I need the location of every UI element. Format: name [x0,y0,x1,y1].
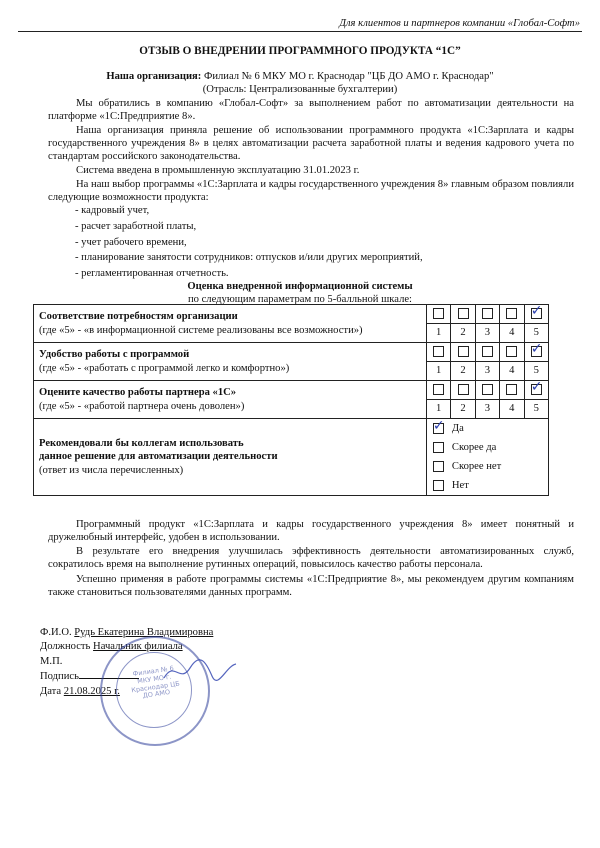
option-yes[interactable]: ✓ Да [432,418,464,434]
score-5-checkbox[interactable] [530,303,543,320]
criterion-partner-quality: Оцените качество работы партнера «1С» (где «5» - «работой партнера очень доволен») [34,381,427,419]
scale-label: 1 [426,324,450,343]
stamp-seal [100,636,210,746]
score-1-checkbox[interactable] [433,384,444,395]
signature-line: Подпись [40,670,139,683]
scale-label: 2 [451,400,475,419]
list-item: - расчет заработной платы, [75,220,197,232]
score-4-checkbox[interactable] [506,346,517,357]
score-2-checkbox[interactable] [458,384,469,395]
scale-label: 1 [426,400,450,419]
score-1-checkbox[interactable] [433,308,444,319]
position-line: Должность Начальник филиала [40,641,183,652]
scale-label: 3 [475,324,499,343]
score-1-checkbox[interactable] [433,346,444,357]
score-3-checkbox[interactable] [482,384,493,395]
fio-line: Ф.И.О. Рудь Екатерина Владимировна [40,627,214,638]
header-note: Для клиентов и партнеров компании «Глобал-Софт» [339,18,580,29]
scale-label: 1 [426,362,450,381]
paragraph-1: Мы обратились в компанию «Глобал-Софт» за выполнением работ по автоматизации деятельности на платформе «1С:Предприятие 8». [48,98,574,123]
paragraph-2: Наша организация приняла решение об использовании программного продукта «1С:Зарплата и кадры государственного учреждения 8» в целях автоматизации расчета заработной платы и ведения кадрового учета по стандартам российского законодательства. [48,125,574,163]
organization-line [0,70,600,83]
list-item: - регламентированная отчетность. [75,268,229,280]
criterion-usability: Удобство работы с программой (где «5» - «работать с программой легко и комфортно») [34,343,427,381]
document-title: ОТЗЫВ О ВНЕДРЕНИИ ПРОГРАММНОГО ПРОДУКТА “1С” [139,45,461,57]
score-4-checkbox[interactable] [506,384,517,395]
option-rather-no[interactable]: Скорее нет [427,457,548,476]
score-3-checkbox[interactable] [482,308,493,319]
scale-label: 5 [524,362,548,381]
evaluation-title: Оценка внедренной информационной системы [187,281,413,292]
score-5-checkbox[interactable] [530,379,543,396]
list-item: - кадровый учет, [75,205,150,216]
no-checkbox[interactable] [433,480,444,491]
position-value: Начальник филиала [93,641,183,652]
rather-no-checkbox[interactable] [433,461,444,472]
fio-value: Рудь Екатерина Владимировна [74,627,214,638]
scale-label: 2 [451,362,475,381]
scale-label: 5 [524,400,548,419]
paragraph-4: На наш выбор программы «1С:Зарплата и кадры государственного учреждения 8» главным образом повлияли следующие возможности продукта: [48,179,574,204]
criterion-recommend: Рекомендовали бы коллегам использовать данное решение для автоматизации деятельности (ответ из числа перечисленных) [34,419,427,496]
header-divider [18,31,582,32]
scale-label: 3 [475,400,499,419]
organization-label: Наша организация: [106,71,202,82]
scale-label: 4 [500,400,524,419]
check-icon: ✓ [432,418,445,434]
check-icon: ✓ [530,303,543,320]
conclusion-3: Успешно применяя в работе программы системы «1С:Предприятие 8», мы рекомендуем другим компаниям также становиться пользователями данных программ. [48,574,574,599]
option-no[interactable]: Нет [427,476,548,495]
industry-line: (Отрасль: Централизованные бухгалтерии) [202,84,398,95]
scale-label: 5 [524,324,548,343]
date-line: Дата 21.08.2025 г. [40,686,120,697]
score-2-checkbox[interactable] [458,308,469,319]
score-4-checkbox[interactable] [506,308,517,319]
scale-label: 4 [500,362,524,381]
scale-label: 3 [475,362,499,381]
criterion-needs: Соответствие потребностям организации (где «5» - «в информационной системе реализованы все возможности») [34,305,427,343]
scale-label: 2 [451,324,475,343]
list-item: - учет рабочего времени, [75,236,187,248]
yes-checkbox[interactable] [432,418,445,434]
score-2-checkbox[interactable] [458,346,469,357]
paragraph-3: Система введена в промышленную эксплуатацию 31.01.2023 г. [76,165,360,176]
check-icon: ✓ [530,341,543,358]
stamp-label: М.П. [40,656,63,667]
rather-yes-checkbox[interactable] [433,442,444,453]
option-rather-yes[interactable]: Скорее да [427,438,548,457]
recommend-options [426,419,548,496]
list-item: - планирование занятости сотрудников: отпусков и/или других мероприятий, [75,252,423,264]
evaluation-table [33,304,549,496]
organization-value: Филиал № 6 МКУ МО г. Краснодар "ЦБ ДО АМО г. Краснодар" [203,71,494,82]
check-icon: ✓ [530,379,543,396]
evaluation-subtitle: по следующим параметрам по 5-балльной шкале: [187,294,412,305]
score-3-checkbox[interactable] [482,346,493,357]
scale-label: 4 [500,324,524,343]
conclusion-1: Программный продукт «1С:Зарплата и кадры государственного учреждения 8» имеет понятный и дружелюбный интерфейс, удобен в использовании. [48,519,574,544]
features-list [75,203,423,282]
seal-text: Филиал № 6 МКУ МО г. Краснодар ЦБ ДО АМО [130,664,181,701]
conclusion-2: В результате его внедрения улучшилась эффективность деятельности автоматизированных служб, сократилось время на выполнение рутинных операций, повысилось качество работы персонала. [48,546,574,571]
signature-icon [160,656,240,686]
score-5-checkbox[interactable] [530,341,543,358]
date-value: 21.08.2025 г. [63,686,120,697]
